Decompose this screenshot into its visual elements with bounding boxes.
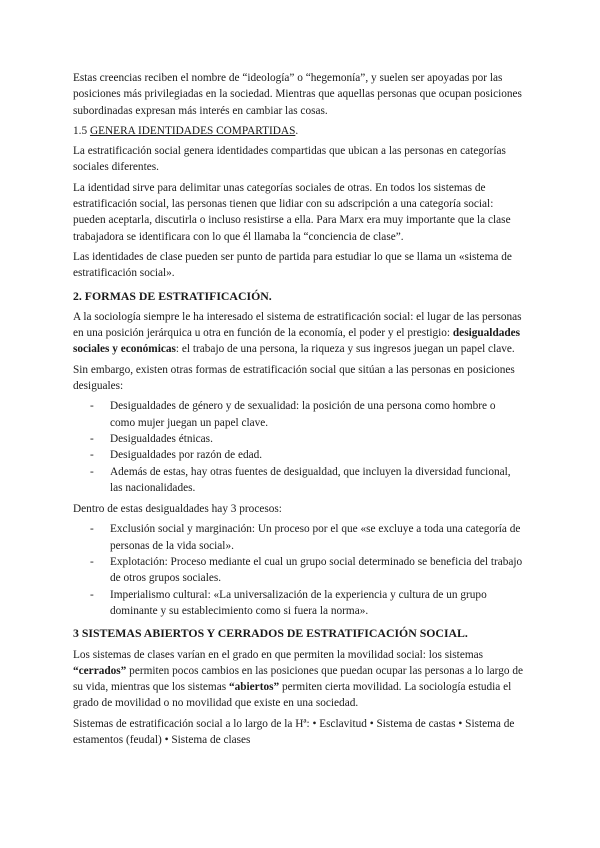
- intro-paragraph: Estas creencias reciben el nombre de “ideología” o “hegemonía”, y suelen ser apoyadas por las posiciones más privilegiadas en la sociedad. Mientras que aquellas personas que ocupan posiciones subordinadas expresan más interés en cambiar las cosas.: [73, 72, 522, 117]
- list-item-text: Explotación: Proceso mediante el cual un grupo social determinado se beneficia del trabajo de otros grupos sociales.: [110, 556, 523, 585]
- paragraph-identity-delimits: La identidad sirve para delimitar unas categorías sociales de otras. En todos los sistemas de estratificación social, las personas tienen que lidiar con su adscripción a una categoría social: pueden aceptarla, discutirla o incluso resistirse a ella. Para Marx era muy importante que la clase trabajadora se identificara con lo que él llamaba la “conciencia de clase”.: [73, 181, 511, 243]
- text-segment: Los sistemas de clases varían en el grado en que permiten la movilidad social: los sistemas: [73, 648, 484, 661]
- dash-bullet: -: [90, 400, 94, 413]
- paragraph-sociology-interest: [73, 309, 523, 358]
- bold-open: “abiertos”: [228, 681, 280, 694]
- text-segment: permiten cierta movilidad. La sociología estudia el grado de movilidad o no movilidad que existe en una sociedad.: [73, 681, 512, 710]
- list-item-text: Además de estas, hay otras fuentes de desigualdad, que incluyen la diversidad funcional, las nacionalidades.: [110, 465, 511, 494]
- list-item: [73, 521, 523, 554]
- list-item: [73, 431, 523, 447]
- bold-closed: “cerrados”: [73, 664, 127, 677]
- section-2-heading: 2. FORMAS DE ESTRATIFICACIÓN.: [73, 288, 272, 303]
- section-3-heading: 3 SISTEMAS ABIERTOS Y CERRADOS DE ESTRATIFICACIÓN SOCIAL.: [73, 626, 468, 641]
- dash-bullet: -: [90, 449, 94, 462]
- list-item-text: Desigualdades étnicas.: [110, 432, 213, 445]
- section-1-5-period: .: [295, 124, 299, 137]
- paragraph-historical-systems: Sistemas de estratificación social a lo largo de la Hª: • Esclavitud • Sistema de castas • Sistema de estamentos (feudal) • Sistema de clases: [73, 717, 515, 746]
- dash-bullet: -: [90, 432, 94, 445]
- list-item: [73, 398, 523, 431]
- dash-bullet: -: [90, 523, 94, 536]
- document-page: [73, 70, 523, 752]
- text-segment: : el trabajo de una persona, la riqueza y sus ingresos juegan un papel clave.: [175, 343, 515, 356]
- list-item: [73, 554, 523, 587]
- dash-bullet: -: [90, 556, 94, 569]
- paragraph-shared-identities: La estratificación social genera identidades compartidas que ubican a las personas en categorías sociales diferentes.: [73, 145, 506, 174]
- section-1-5-number: 1.5: [73, 124, 90, 137]
- list-item-text: Exclusión social y marginación: Un proceso por el que «se excluye a toda una categoría de personas de la vida social».: [110, 523, 521, 552]
- list-item: [73, 464, 523, 497]
- list-item-text: Imperialismo cultural: «La universalización de la experiencia y cultura de un grupo dominante y su establecimiento como si fuera la norma».: [110, 588, 487, 617]
- paragraph-three-processes: Dentro de estas desigualdades hay 3 procesos:: [73, 503, 282, 516]
- text-segment: A la sociología siempre le ha interesado el sistema de estratificación social: el lugar de las personas en una posición jerárquica u otra en función de la economía, el poder y el prestigio:: [73, 310, 522, 340]
- list-item: [73, 447, 523, 463]
- section-1-5-title: GENERA IDENTIDADES COMPARTIDAS: [89, 124, 296, 137]
- list-item-text: Desigualdades de género y de sexualidad: la posición de una persona como hombre o como mujer juegan un papel clave.: [110, 400, 496, 429]
- dash-bullet: -: [90, 465, 94, 478]
- paragraph-class-identities: Las identidades de clase pueden ser punto de partida para estudiar lo que se llama un «sistema de estratificación social».: [73, 250, 512, 280]
- section-1-5-heading: [73, 123, 523, 139]
- bold-inequalities: desigualdades sociales y económicas: [73, 327, 521, 356]
- processes-list: [73, 521, 523, 619]
- paragraph-open-closed-systems: [73, 647, 523, 712]
- dash-bullet: -: [90, 588, 94, 601]
- list-item: [73, 587, 523, 620]
- text-segment: permiten pocos cambios en las posiciones que puedan ocupar las personas a lo largo de su vida, mientras que los sistemas: [73, 664, 523, 694]
- inequalities-list: [73, 398, 523, 496]
- list-item-text: Desigualdades por razón de edad.: [110, 449, 263, 462]
- paragraph-other-forms: Sin embargo, existen otras formas de estratificación social que sitúan a las personas en posiciones desiguales:: [73, 363, 515, 393]
